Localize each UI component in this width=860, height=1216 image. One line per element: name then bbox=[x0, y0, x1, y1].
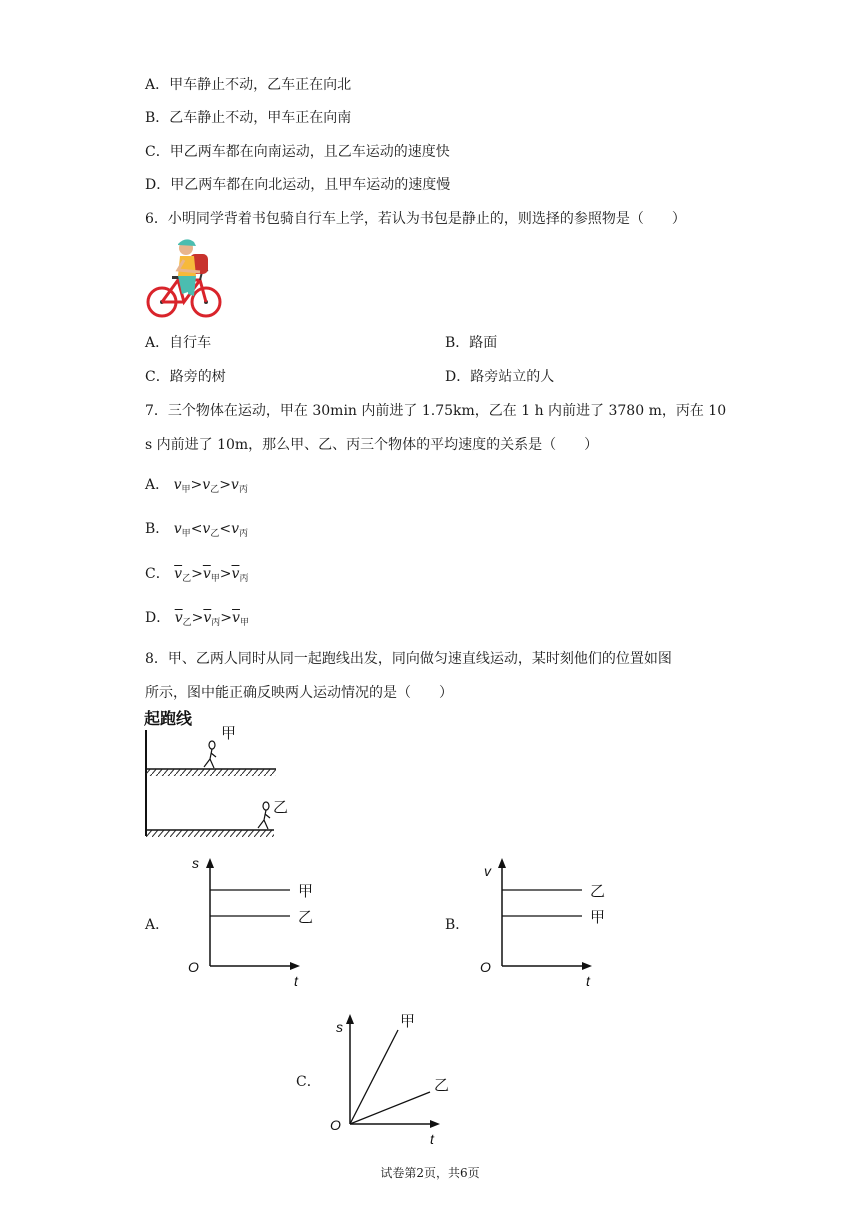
graph-a bbox=[180, 852, 330, 992]
graph-a-y-axis-label: s bbox=[192, 855, 199, 871]
graph-a-origin: O bbox=[188, 959, 199, 975]
q5-option-c: C．甲乙两车都在向南运动，且乙车运动的速度快 bbox=[145, 144, 450, 160]
q8-stem-line1: 8．甲、乙两人同时从同一起跑线出发，同向做匀速直线运动，某时刻他们的位置如图 bbox=[145, 651, 672, 667]
graph-c-label-jia: 甲 bbox=[400, 1013, 416, 1030]
q8-option-c-label: C． bbox=[296, 1074, 321, 1090]
graph-c-label-yi: 乙 bbox=[434, 1077, 450, 1094]
q8-stem-line2: 所示，图中能正确反映两人运动情况的是（ ） bbox=[145, 685, 453, 701]
q5-option-d: D．甲乙两车都在向北运动，且甲车运动的速度慢 bbox=[145, 177, 451, 193]
q6-option-b: B．路面 bbox=[445, 335, 498, 351]
graph-b-label-jia: 甲 bbox=[590, 909, 606, 926]
q6-option-d: D．路旁站立的人 bbox=[445, 369, 555, 385]
start-line-figure bbox=[140, 704, 290, 844]
graph-c-y-axis-label: s bbox=[336, 1019, 343, 1035]
graph-a-label-yi: 乙 bbox=[298, 909, 314, 926]
q6-option-c: C．路旁的树 bbox=[145, 369, 226, 385]
graph-a-x-axis-label: t bbox=[294, 973, 298, 989]
graph-a-label-jia: 甲 bbox=[298, 883, 314, 900]
q6-option-a: A．自行车 bbox=[145, 335, 212, 351]
graph-b-x-axis-label: t bbox=[586, 973, 590, 989]
runner-jia-icon bbox=[204, 741, 216, 768]
graph-c-origin: O bbox=[330, 1117, 341, 1133]
q7-option-c: C． $\overline{v}_乙>\overline{v}_甲>\overline{v}_丙$ bbox=[145, 566, 249, 584]
graph-b-y-axis-label: v bbox=[484, 863, 491, 879]
q7-option-d: D． $\overline{v}_乙>\overline{v}_丙>\overline{v}_甲$ bbox=[145, 610, 249, 628]
runner-yi-label: 乙 bbox=[273, 799, 289, 816]
runner-jia-label: 甲 bbox=[221, 725, 237, 742]
q8-option-a-label: A． bbox=[145, 917, 170, 933]
q7-option-a: A． $v_甲>v_乙>v_丙$ bbox=[145, 477, 248, 495]
graph-c-x-axis-label: t bbox=[430, 1131, 434, 1147]
graph-c-line-yi bbox=[350, 1092, 430, 1124]
q5-option-b: B．乙车静止不动，甲车正在向南 bbox=[145, 110, 352, 126]
q7-stem-line2: s 内前进了 10m，那么甲、乙、丙三个物体的平均速度的关系是（ ） bbox=[145, 437, 599, 453]
graph-b bbox=[472, 852, 622, 992]
page-footer: 试卷第2页，共6页 bbox=[380, 1166, 480, 1180]
q5-option-a: A．甲车静止不动，乙车正在向北 bbox=[145, 77, 352, 93]
graph-b-label-yi: 乙 bbox=[590, 883, 606, 900]
start-line-label: 起跑线 bbox=[144, 711, 193, 728]
q6-stem: 6．小明同学背着书包骑自行车上学，若认为书包是静止的，则选择的参照物是（ ） bbox=[145, 211, 686, 227]
q7-option-b: B． $v_甲<v_乙<v_丙$ bbox=[145, 521, 249, 539]
graph-c bbox=[326, 1006, 466, 1152]
q7-stem-line1: 7．三个物体在运动，甲在 30min 内前进了 1.75km，乙在 1 h 内前进了 3780 m，丙在 10 bbox=[145, 403, 727, 419]
graph-c-line-jia bbox=[350, 1030, 398, 1124]
graph-b-origin: O bbox=[480, 959, 491, 975]
runner-yi-icon bbox=[258, 802, 270, 829]
boy-riding-bicycle-illustration bbox=[144, 236, 224, 320]
q8-option-b-label: B． bbox=[445, 917, 470, 933]
